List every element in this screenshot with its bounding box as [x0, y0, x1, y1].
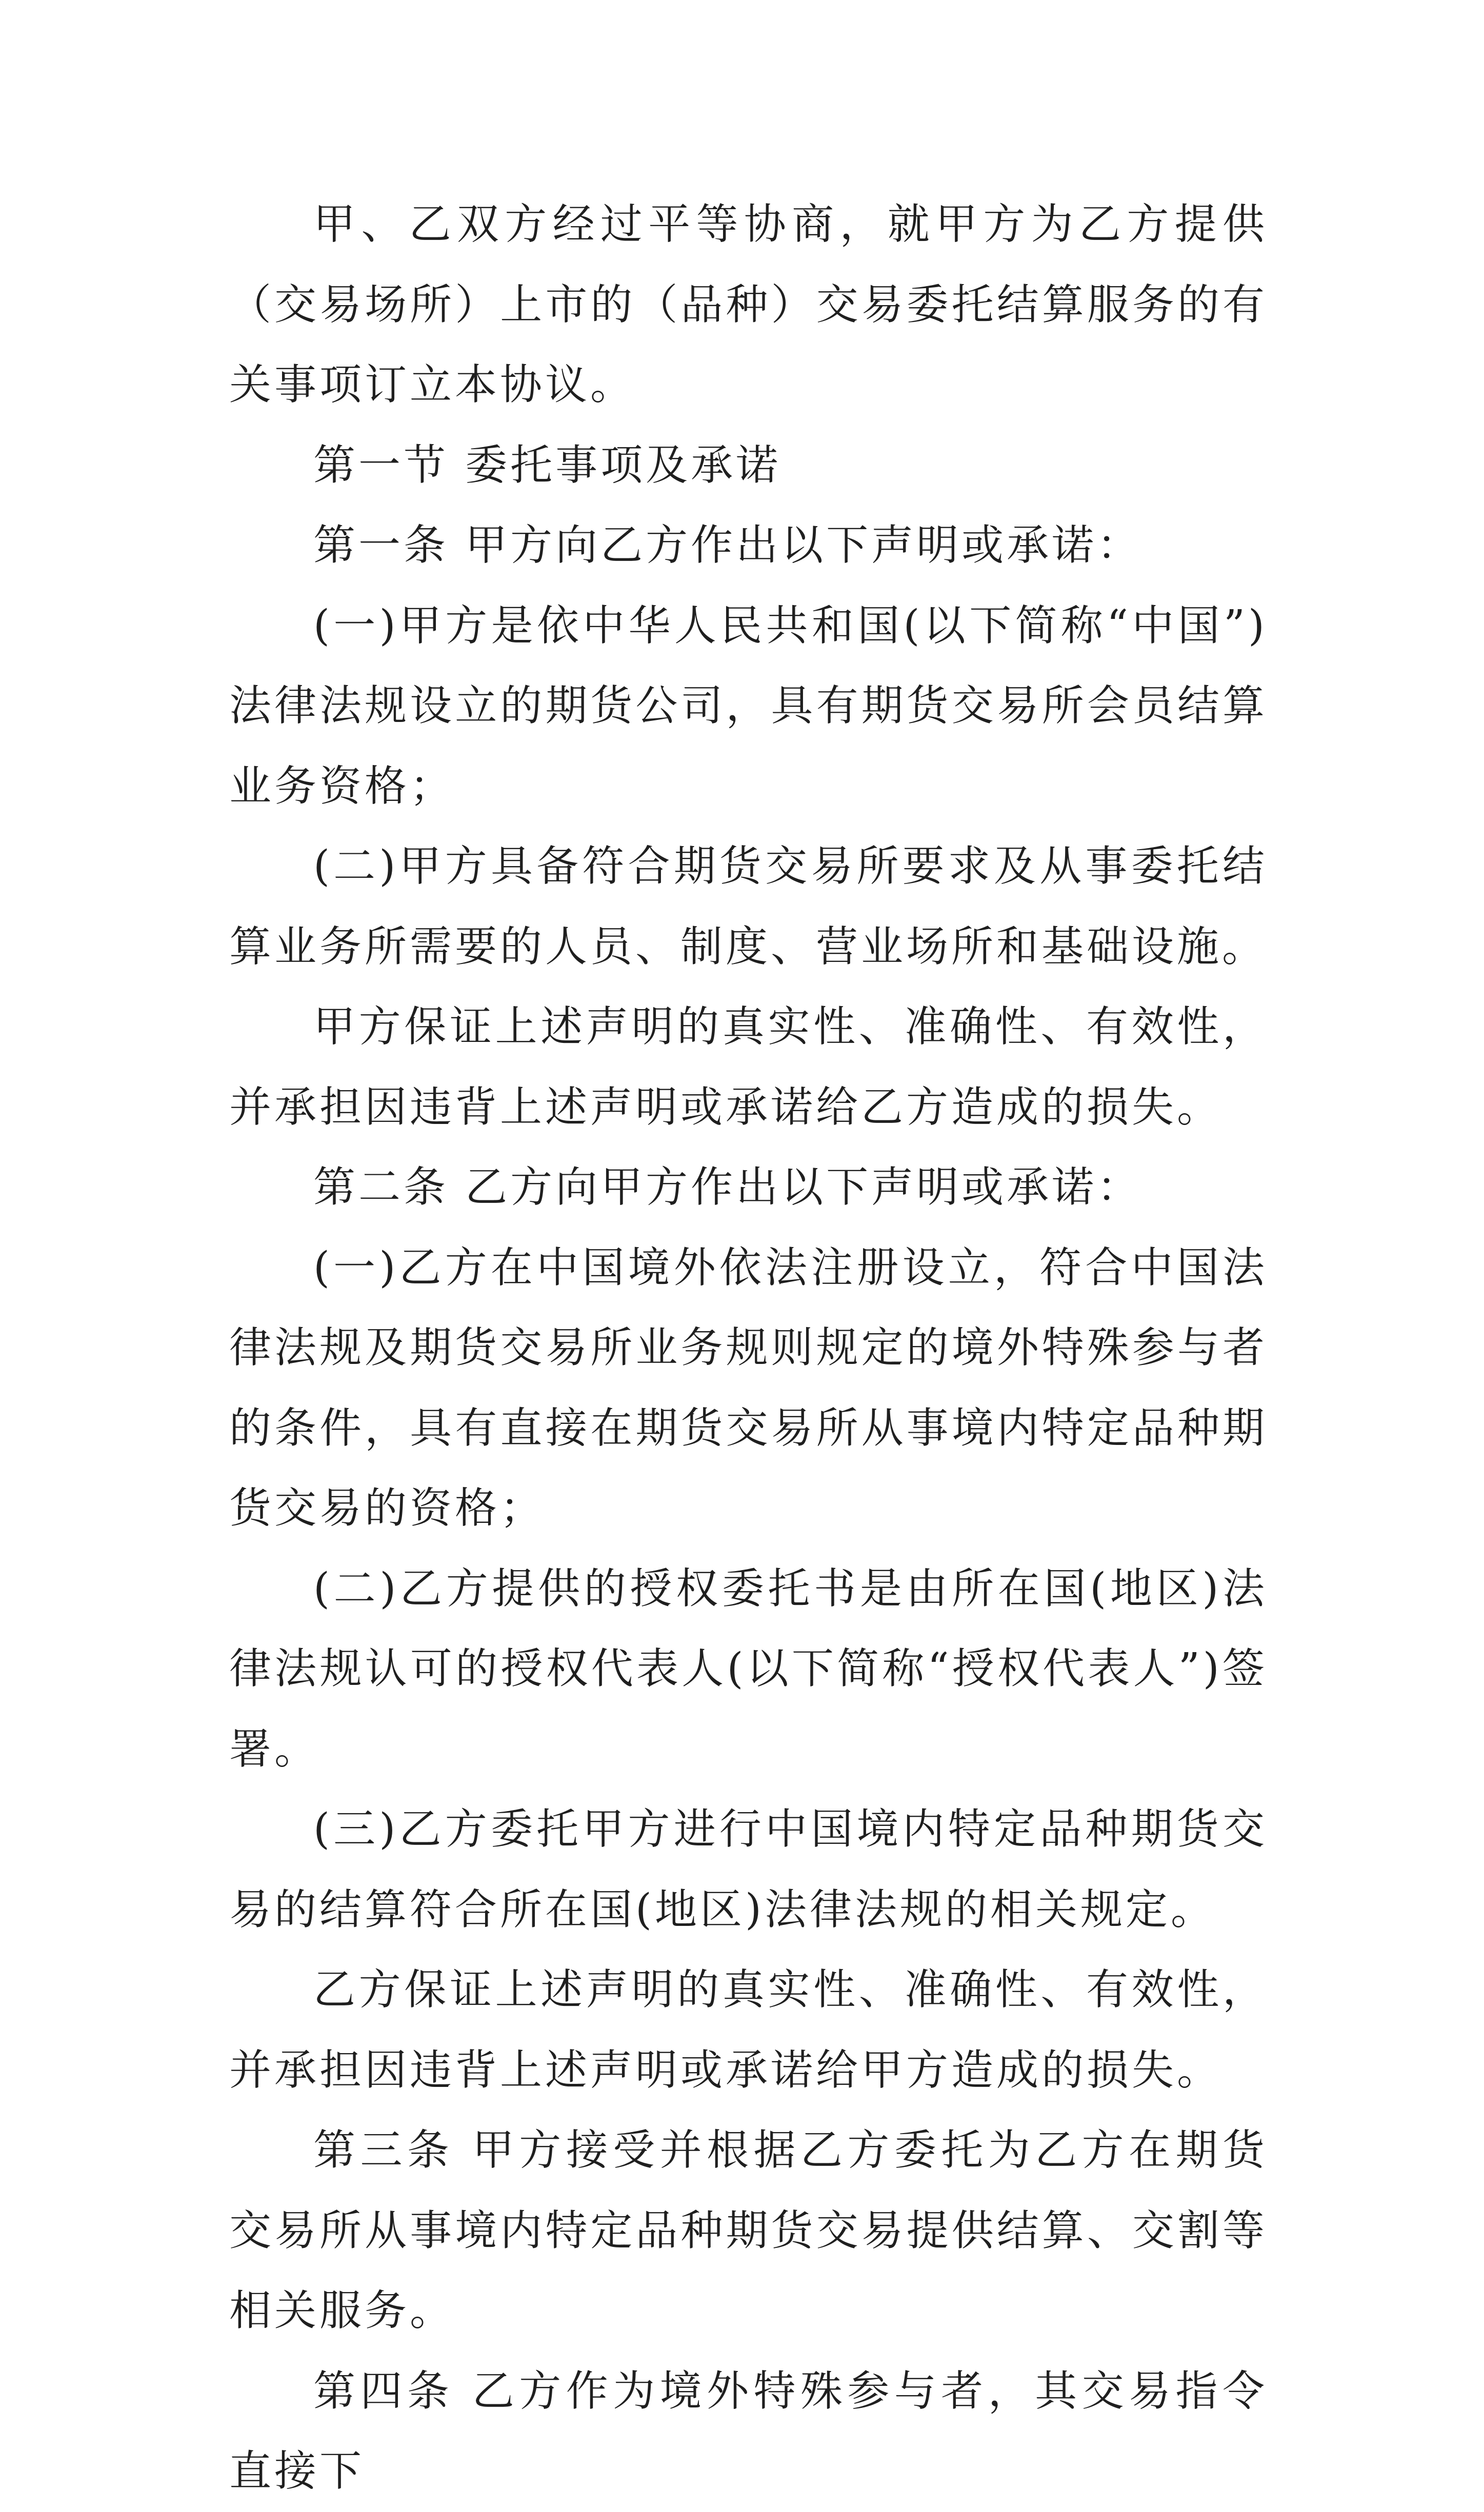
article-1-guarantee: 甲方保证上述声明的真实性、准确性、有效性，并承担因违背上述声明或承诺给乙方造成的损失。	[229, 1002, 1268, 1132]
agreement-body	[229, 185, 1268, 2512]
article-1-heading: 第一条 甲方向乙方作出以下声明或承诺：	[313, 521, 1142, 570]
preamble-paragraph: 甲、乙双方经过平等协商，就甲方为乙方提供（交易场所）上市的（品种）交易委托结算服务的有关事项订立本协议。	[229, 200, 1268, 409]
article-2-guarantee: 乙方保证上述声明的真实性、准确性、有效性，并承担因违背上述声明或承诺给甲方造成的损失。	[229, 1965, 1268, 2095]
article-2-item-3: (三)乙方委托甲方进行中国境内特定品种期货交易的结算符合所在国(地区)法律法规的相关规定。	[229, 1805, 1268, 1934]
section-heading: 第一节 委托事项及承诺	[313, 440, 781, 490]
article-2-item-1: (一)乙方在中国境外依法注册设立，符合中国法律法规及期货交易所业务规则规定的境外特殊参与者的条件，具有直接在期货交易所从事境内特定品种期货交易的资格；	[229, 1243, 1268, 1533]
article-2-item-2: (二)乙方提供的授权委托书是由所在国(地区)法律法规认可的授权代表人(以下简称“授权代表人”)签署。	[229, 1564, 1268, 1774]
article-1-item-2: (二)甲方具备符合期货交易所要求及从事委托结算业务所需要的人员、制度、营业场所和基础设施。	[229, 842, 1268, 971]
article-3: 第三条 甲方接受并根据乙方委托为乙方在期货交易所从事境内特定品种期货交易提供结算、交割等相关服务。	[229, 2126, 1268, 2335]
article-2-heading: 第二条 乙方向甲方作出以下声明或承诺：	[313, 1163, 1142, 1212]
article-1-item-1: (一)甲方是依中华人民共和国(以下简称“中国”)法律法规设立的期货公司，具有期货交易所会员结算业务资格；	[229, 601, 1268, 811]
article-4: 第四条 乙方作为境外特殊参与者，其交易指令直接下	[229, 2366, 1268, 2496]
